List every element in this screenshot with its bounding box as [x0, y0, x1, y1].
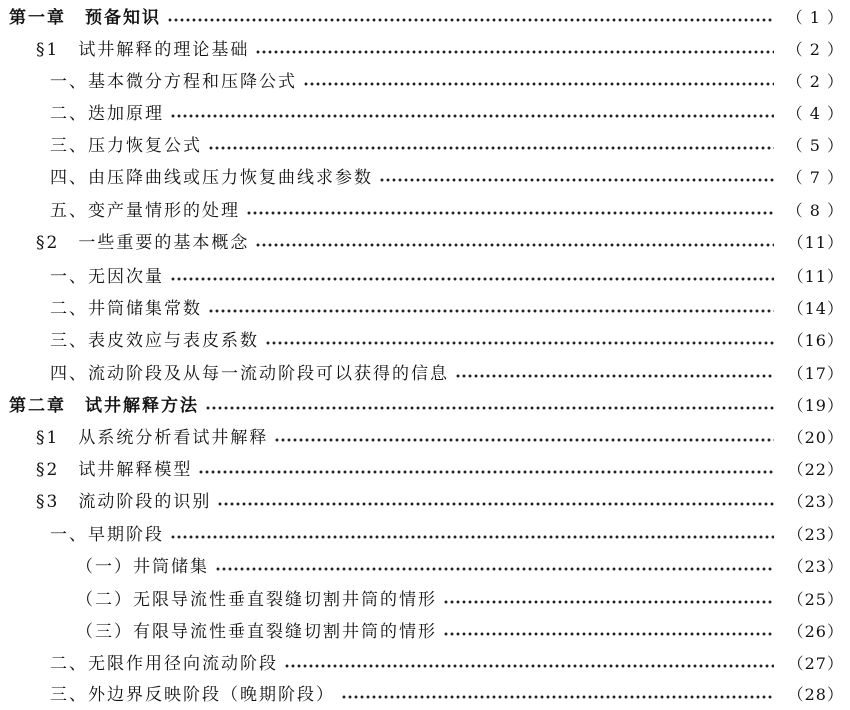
toc-page-number: （ 4 ）: [786, 104, 844, 123]
dot-leader: [208, 308, 774, 314]
toc-item: [0, 67, 850, 97]
toc-page-number: （22）: [787, 460, 844, 479]
dot-leader: [341, 694, 774, 700]
toc-entry-title: （三）有限导流性垂直裂缝切割井筒的情形: [76, 622, 437, 642]
toc-entry-title: 二、迭加原理: [50, 104, 164, 124]
dot-leader: [167, 17, 774, 23]
toc-item: [0, 680, 850, 710]
dot-leader: [198, 469, 774, 475]
toc-item: [0, 262, 850, 292]
toc-entry-title: 三、压力恢复公式: [50, 136, 202, 156]
toc-item: [0, 163, 850, 193]
toc-entry-title: 二、无限作用径向流动阶段: [50, 654, 278, 674]
toc-entry-title: 一、基本微分方程和压降公式: [50, 72, 297, 92]
dot-leader: [265, 340, 774, 346]
toc-entry-title: 四、流动阶段及从每一流动阶段可以获得的信息: [50, 364, 449, 384]
toc-entry-title: 二、井筒储集常数: [50, 299, 202, 319]
toc-page-number: （11）: [787, 267, 844, 286]
toc-page-number: （ 5 ）: [786, 136, 844, 155]
toc-page-number: （20）: [787, 428, 844, 447]
toc-entry-title: 第二章 试井解释方法: [9, 396, 199, 416]
toc-entry-title: §2 一些重要的基本概念: [36, 233, 250, 253]
toc-entry-title: §1 试井解释的理论基础: [36, 40, 250, 60]
toc-entry-title: 一、早期阶段: [50, 525, 164, 545]
toc-page-number: （ 2 ）: [786, 72, 844, 91]
dot-leader: [217, 501, 774, 507]
toc-entry-title: 三、表皮效应与表皮系数: [50, 331, 259, 351]
toc-page-number: （ 1 ）: [786, 8, 844, 27]
toc-entry-title: 四、由压降曲线或压力恢复曲线求参数: [50, 168, 373, 188]
dot-leader: [215, 566, 774, 572]
toc-entry-title: §3 流动阶段的识别: [36, 492, 212, 512]
dot-leader: [170, 113, 774, 119]
toc-section: [0, 455, 850, 485]
toc-item: [0, 326, 850, 356]
toc-page-number: （23）: [787, 492, 844, 511]
dot-leader: [255, 49, 774, 55]
dot-leader: [170, 276, 774, 282]
toc-section: [0, 228, 850, 258]
dot-leader: [284, 663, 774, 669]
toc-item: [0, 99, 850, 129]
toc-subitem: [0, 552, 850, 582]
dot-leader: [443, 599, 774, 605]
toc-item: [0, 294, 850, 324]
toc-entry-title: 第一章 预备知识: [9, 8, 161, 28]
toc-item: [0, 359, 850, 389]
toc-entry-title: 一、无因次量: [50, 267, 164, 287]
toc-section: [0, 487, 850, 517]
toc-subitem: [0, 585, 850, 615]
toc-page-number: （25）: [787, 590, 844, 609]
toc-page-number: （23）: [787, 557, 844, 576]
toc-item: [0, 649, 850, 679]
toc-page-number: （28）: [787, 685, 844, 704]
toc-entry-title: （一）井筒储集: [76, 557, 209, 577]
dot-leader: [205, 405, 774, 411]
toc-page-number: （ 8 ）: [786, 201, 844, 220]
toc-page-number: （11）: [787, 233, 844, 252]
dot-leader: [455, 373, 774, 379]
toc-page-number: （17）: [787, 364, 844, 383]
toc-entry-title: 三、外边界反映阶段（晚期阶段）: [50, 685, 335, 705]
toc-page-number: （26）: [787, 622, 844, 641]
toc-chapter: [0, 3, 850, 33]
toc-item: [0, 196, 850, 226]
toc-entry-title: §2 试井解释模型: [36, 460, 193, 480]
toc-chapter: [0, 391, 850, 421]
toc-page-number: （ 7 ）: [786, 168, 844, 187]
toc-item: [0, 520, 850, 550]
toc-section: [0, 423, 850, 453]
dot-leader: [379, 177, 774, 183]
toc-subitem: [0, 617, 850, 647]
dot-leader: [208, 145, 774, 151]
toc-page-number: （14）: [787, 299, 844, 318]
dot-leader: [443, 631, 774, 637]
toc-page-number: （16）: [787, 331, 844, 350]
dot-leader: [246, 210, 774, 216]
toc-page-number: （23）: [787, 525, 844, 544]
toc-entry-title: （二）无限导流性垂直裂缝切割井筒的情形: [76, 590, 437, 610]
dot-leader: [274, 437, 774, 443]
toc-item: [0, 131, 850, 161]
toc-entry-title: 五、变产量情形的处理: [50, 201, 240, 221]
dot-leader: [170, 534, 774, 540]
toc-page-number: （27）: [787, 654, 844, 673]
dot-leader: [255, 242, 774, 248]
toc-section: [0, 35, 850, 65]
dot-leader: [303, 81, 774, 87]
toc-page-number: （ 2 ）: [786, 40, 844, 59]
toc-page-number: （19）: [787, 396, 844, 415]
toc-entry-title: §1 从系统分析看试井解释: [36, 428, 269, 448]
